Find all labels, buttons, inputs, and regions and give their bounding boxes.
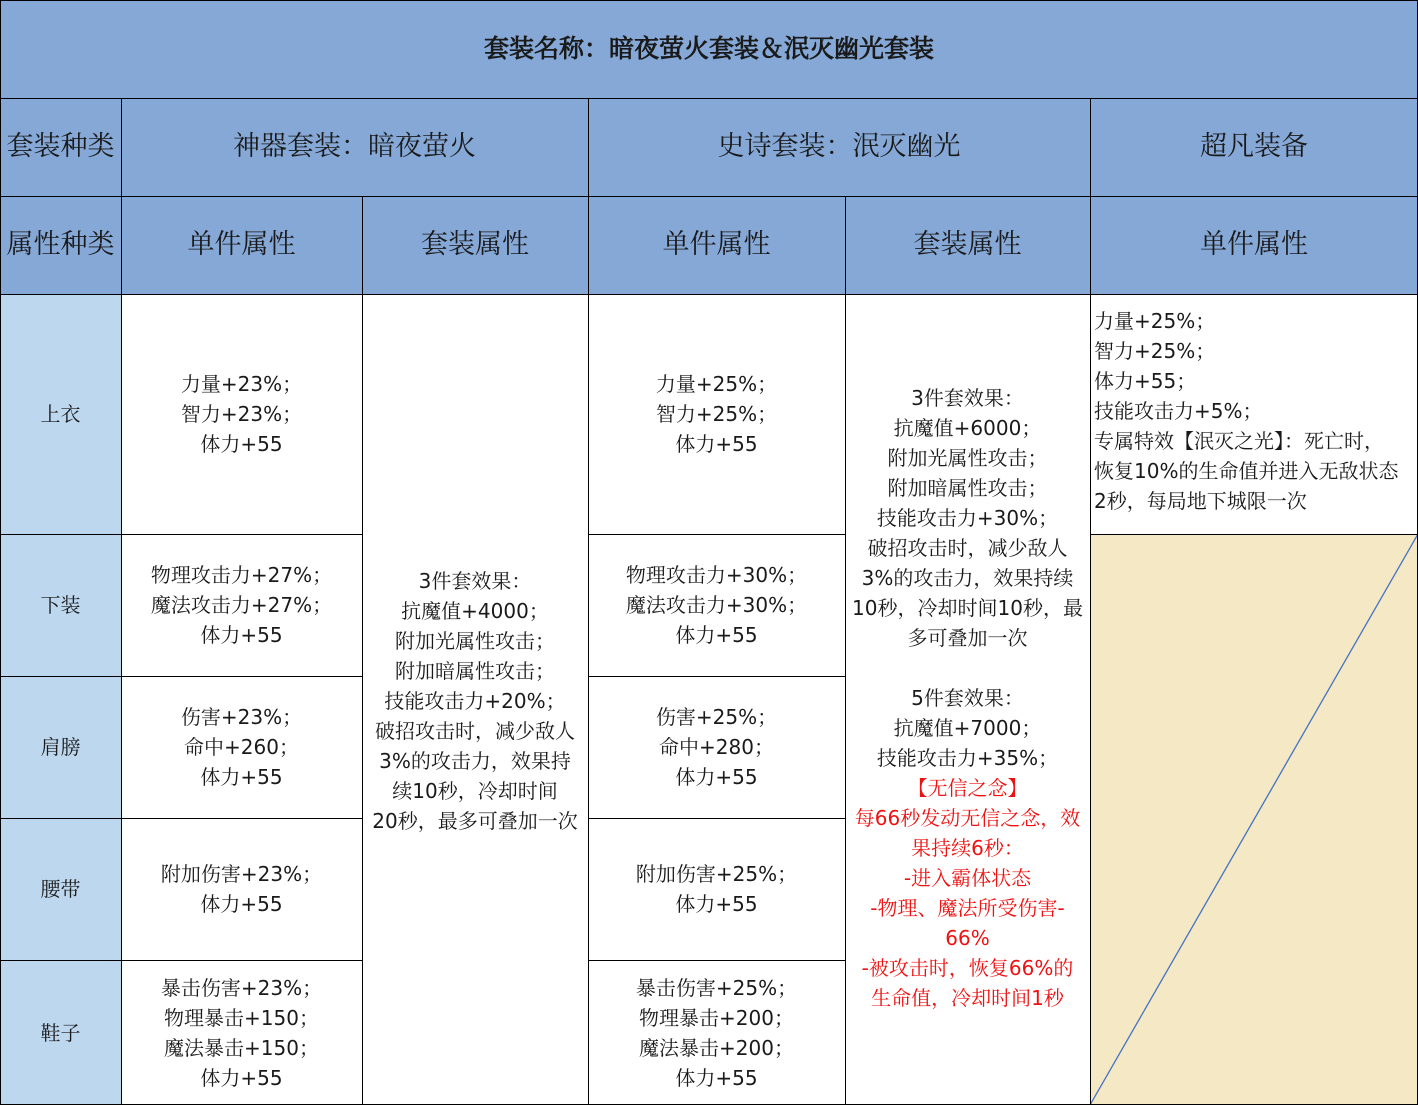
artifact-attr-shoes xyxy=(121,960,362,1105)
effect-line: 破招攻击时，减少敌人 xyxy=(375,718,575,743)
effect-line: 抗魔值+6000； xyxy=(893,415,1042,440)
attr-line: 体力+55； xyxy=(1094,369,1197,393)
attr-line: 专属特效【泯灭之光】：死亡时， xyxy=(1094,429,1384,453)
effect-line: 3件套效果： xyxy=(911,385,1024,410)
attr-line: 伤害+23%； xyxy=(180,705,303,729)
attr-line: 体力+55 xyxy=(675,892,758,916)
effect-line: 技能攻击力+35%； xyxy=(876,745,1059,770)
grid-line xyxy=(0,676,363,677)
attr-line: 命中+260； xyxy=(184,735,299,759)
effect-line: 附加暗属性攻击； xyxy=(887,475,1048,500)
attr-line: 体力+55 xyxy=(675,623,758,647)
grid-line xyxy=(0,196,1418,197)
empty-cell-diagonal xyxy=(1090,534,1418,1105)
effect-line: 附加光属性攻击； xyxy=(887,445,1048,470)
set-type-label: 套装种类 xyxy=(0,98,121,196)
attr-line: 智力+23%； xyxy=(180,402,303,426)
artifact-set-header: 神器套装：暗夜萤火 xyxy=(121,98,588,196)
grid-line xyxy=(845,196,846,1105)
attr-line: 体力+55 xyxy=(200,765,283,789)
grid-line xyxy=(588,534,846,535)
grid-line xyxy=(0,294,1418,295)
grid-line xyxy=(0,98,1418,99)
special-effect-line: 果持续6秒： xyxy=(911,835,1024,860)
effect-line: 多可叠加一次 xyxy=(907,625,1028,650)
artifact-attr-bottom xyxy=(121,534,362,676)
effect-line: 3%的攻击力，效果持续 xyxy=(861,565,1074,590)
grid-line xyxy=(588,818,846,819)
attr-line: 物理暴击+200； xyxy=(639,1005,794,1030)
effect-line: 续10秒，冷却时间 xyxy=(392,778,558,803)
grid-line xyxy=(588,98,589,1105)
attr-line: 附加伤害+25%； xyxy=(635,862,798,886)
effect-line: 20秒，最多可叠加一次 xyxy=(372,808,578,833)
epic-attr-top xyxy=(588,294,845,534)
attr-line: 体力+55 xyxy=(675,765,758,789)
beyond-header: 超凡装备 xyxy=(1090,98,1418,196)
effect-line: 附加暗属性攻击； xyxy=(395,658,555,683)
grid-line xyxy=(0,0,1418,1)
attr-line: 力量+25%； xyxy=(655,372,778,396)
attr-line: 魔法暴击+200； xyxy=(639,1035,794,1060)
grid-line xyxy=(0,534,363,535)
attr-line: 物理攻击力+30%； xyxy=(625,563,808,587)
beyond-item-attr xyxy=(1090,294,1418,534)
effect-line: 5件套效果： xyxy=(911,685,1024,710)
attr-line: 命中+280； xyxy=(659,735,774,759)
grid-line xyxy=(1090,534,1418,535)
beyond-single-attr-header: 单件属性 xyxy=(1090,196,1418,294)
attr-line: 附加伤害+23%； xyxy=(160,862,323,886)
epic-attr-bottom xyxy=(588,534,845,676)
slot-label-bottom: 下装 xyxy=(0,534,121,676)
epic-set-effect xyxy=(845,294,1090,1105)
epic-attr-shoes xyxy=(588,960,845,1105)
attr-line: 体力+55 xyxy=(675,1065,758,1090)
grid-line xyxy=(588,676,846,677)
sheet-title: 套装名称：暗夜萤火套装＆泯灭幽光套装 xyxy=(0,0,1418,98)
artifact-single-attr-header: 单件属性 xyxy=(121,196,362,294)
effect-line: 抗魔值+4000； xyxy=(401,598,549,623)
epic-attr-belt xyxy=(588,818,845,960)
attr-line: 恢复10%的生命值并进入无敌状态 xyxy=(1094,459,1399,483)
special-effect-line: 【无信之念】 xyxy=(907,775,1028,800)
grid-line xyxy=(0,960,363,961)
attr-line: 体力+55 xyxy=(200,892,283,916)
effect-line: 10秒，冷却时间10秒，最 xyxy=(852,595,1083,620)
artifact-set-effect xyxy=(362,294,588,1105)
attr-line: 体力+55 xyxy=(200,623,283,647)
attr-line: 魔法暴击+150； xyxy=(164,1035,319,1060)
special-effect-line: 每66秒发动无信之念，效 xyxy=(854,805,1081,830)
effect-line: 附加光属性攻击； xyxy=(395,628,555,653)
attr-line: 物理暴击+150； xyxy=(164,1005,319,1030)
artifact-set-attr-header: 套装属性 xyxy=(362,196,588,294)
grid-line xyxy=(362,196,363,1105)
artifact-attr-shoulder xyxy=(121,676,362,818)
attr-line: 体力+55 xyxy=(200,432,283,456)
attr-line: 体力+55 xyxy=(675,432,758,456)
special-effect-line: 生命值，冷却时间1秒 xyxy=(871,985,1064,1010)
attr-line: 魔法攻击力+27%； xyxy=(150,593,333,617)
special-effect-line: 66% xyxy=(945,925,990,950)
special-effect-line: -被攻击时，恢复66%的 xyxy=(861,955,1074,980)
effect-line: 3件套效果： xyxy=(418,568,532,593)
epic-attr-shoulder xyxy=(588,676,845,818)
slot-label-top: 上衣 xyxy=(0,294,121,534)
slot-label-belt: 腰带 xyxy=(0,818,121,960)
attr-line: 暴击伤害+25%； xyxy=(635,975,798,1000)
attr-line: 魔法攻击力+30%； xyxy=(625,593,808,617)
grid-line xyxy=(1090,98,1091,1105)
effect-line: 抗魔值+7000； xyxy=(893,715,1042,740)
attr-line: 2秒，每局地下城限一次 xyxy=(1094,489,1307,513)
effect-line: 技能攻击力+20%； xyxy=(384,688,566,713)
attr-line: 力量+23%； xyxy=(180,372,303,396)
grid-line xyxy=(588,960,846,961)
effect-line: 技能攻击力+30%； xyxy=(876,505,1059,530)
special-effect-line: -物理、魔法所受伤害- xyxy=(870,895,1065,920)
special-effect-line: -进入霸体状态 xyxy=(903,865,1032,890)
artifact-attr-top xyxy=(121,294,362,534)
epic-single-attr-header: 单件属性 xyxy=(588,196,845,294)
effect-line: 破招攻击时，减少敌人 xyxy=(867,535,1068,560)
attr-line: 智力+25%； xyxy=(655,402,778,426)
slot-label-shoulder: 肩膀 xyxy=(0,676,121,818)
attr-type-label: 属性种类 xyxy=(0,196,121,294)
grid-line xyxy=(0,818,363,819)
epic-set-attr-header: 套装属性 xyxy=(845,196,1090,294)
attr-line: 体力+55 xyxy=(200,1065,283,1090)
attr-line: 暴击伤害+23%； xyxy=(160,975,323,1000)
attr-line: 伤害+25%； xyxy=(655,705,778,729)
attr-line: 力量+25%； xyxy=(1094,309,1216,333)
artifact-attr-belt xyxy=(121,818,362,960)
effect-line: 3%的攻击力，效果持 xyxy=(379,748,571,773)
grid-line xyxy=(121,98,122,1105)
attr-line: 技能攻击力+5%； xyxy=(1094,399,1263,423)
attr-line: 智力+25%； xyxy=(1094,339,1216,363)
slot-label-shoes: 鞋子 xyxy=(0,960,121,1105)
attr-line: 物理攻击力+27%； xyxy=(150,563,333,587)
grid-line xyxy=(0,0,1,1105)
epic-set-header: 史诗套装：泯灭幽光 xyxy=(588,98,1090,196)
